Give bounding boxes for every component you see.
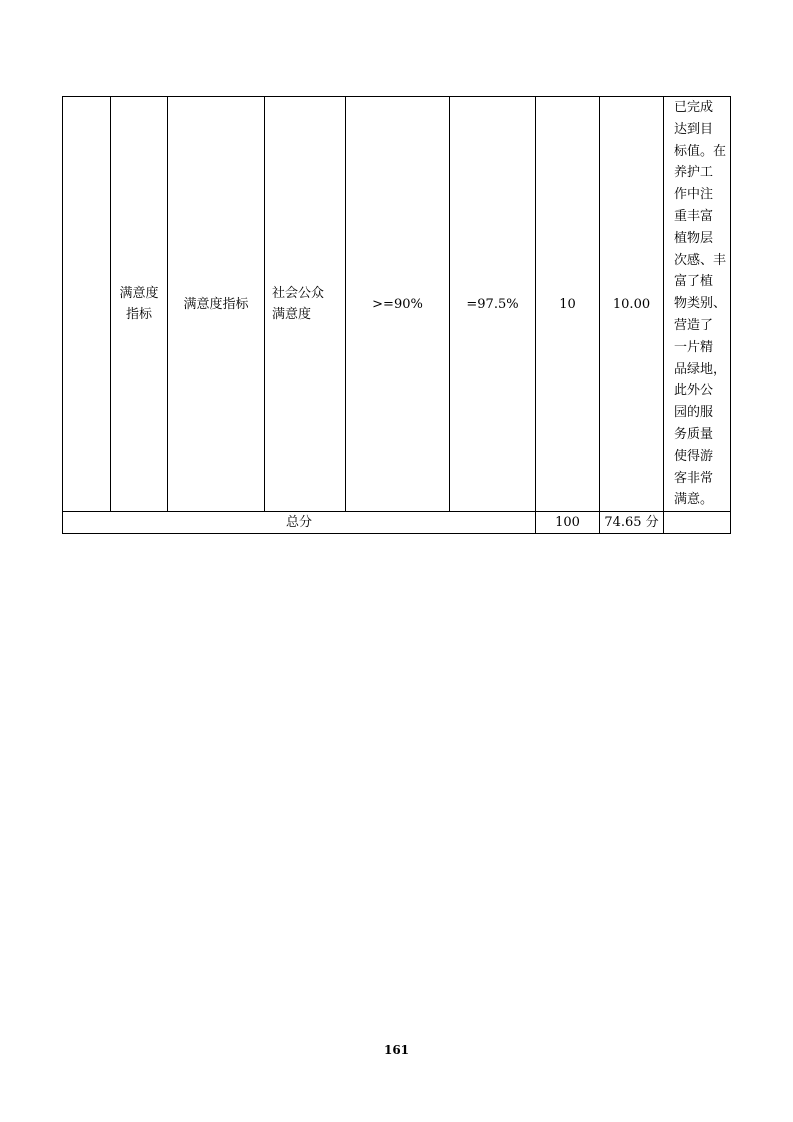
level3-cell: 满意度指标: [168, 97, 265, 512]
total-note: [664, 512, 731, 534]
performance-table: [62, 96, 731, 534]
total-score: 74.65 分: [600, 512, 664, 534]
score-cell: 10.00: [600, 97, 664, 512]
total-row: [63, 512, 731, 534]
actual-cell: =97.5%: [450, 97, 536, 512]
table-row: [63, 97, 731, 512]
indicator-cell: 社会公众 满意度: [265, 97, 346, 512]
total-label: 总分: [63, 512, 536, 534]
weight-cell: 10: [536, 97, 600, 512]
note-cell: 已完成 达到目 标值。在 养护工 作中注 重丰富 植物层 次感、丰 富了植 物类别、 营造了 一片精 品绿地， 此外公 园的服 务质量 使得游 客非常 满意。: [664, 97, 731, 512]
page-number: 161: [383, 1043, 410, 1057]
level2-cell: 满意度 指标: [111, 97, 168, 512]
level1-cell: [63, 97, 111, 512]
target-cell: >=90%: [346, 97, 450, 512]
total-weight: 100: [536, 512, 600, 534]
